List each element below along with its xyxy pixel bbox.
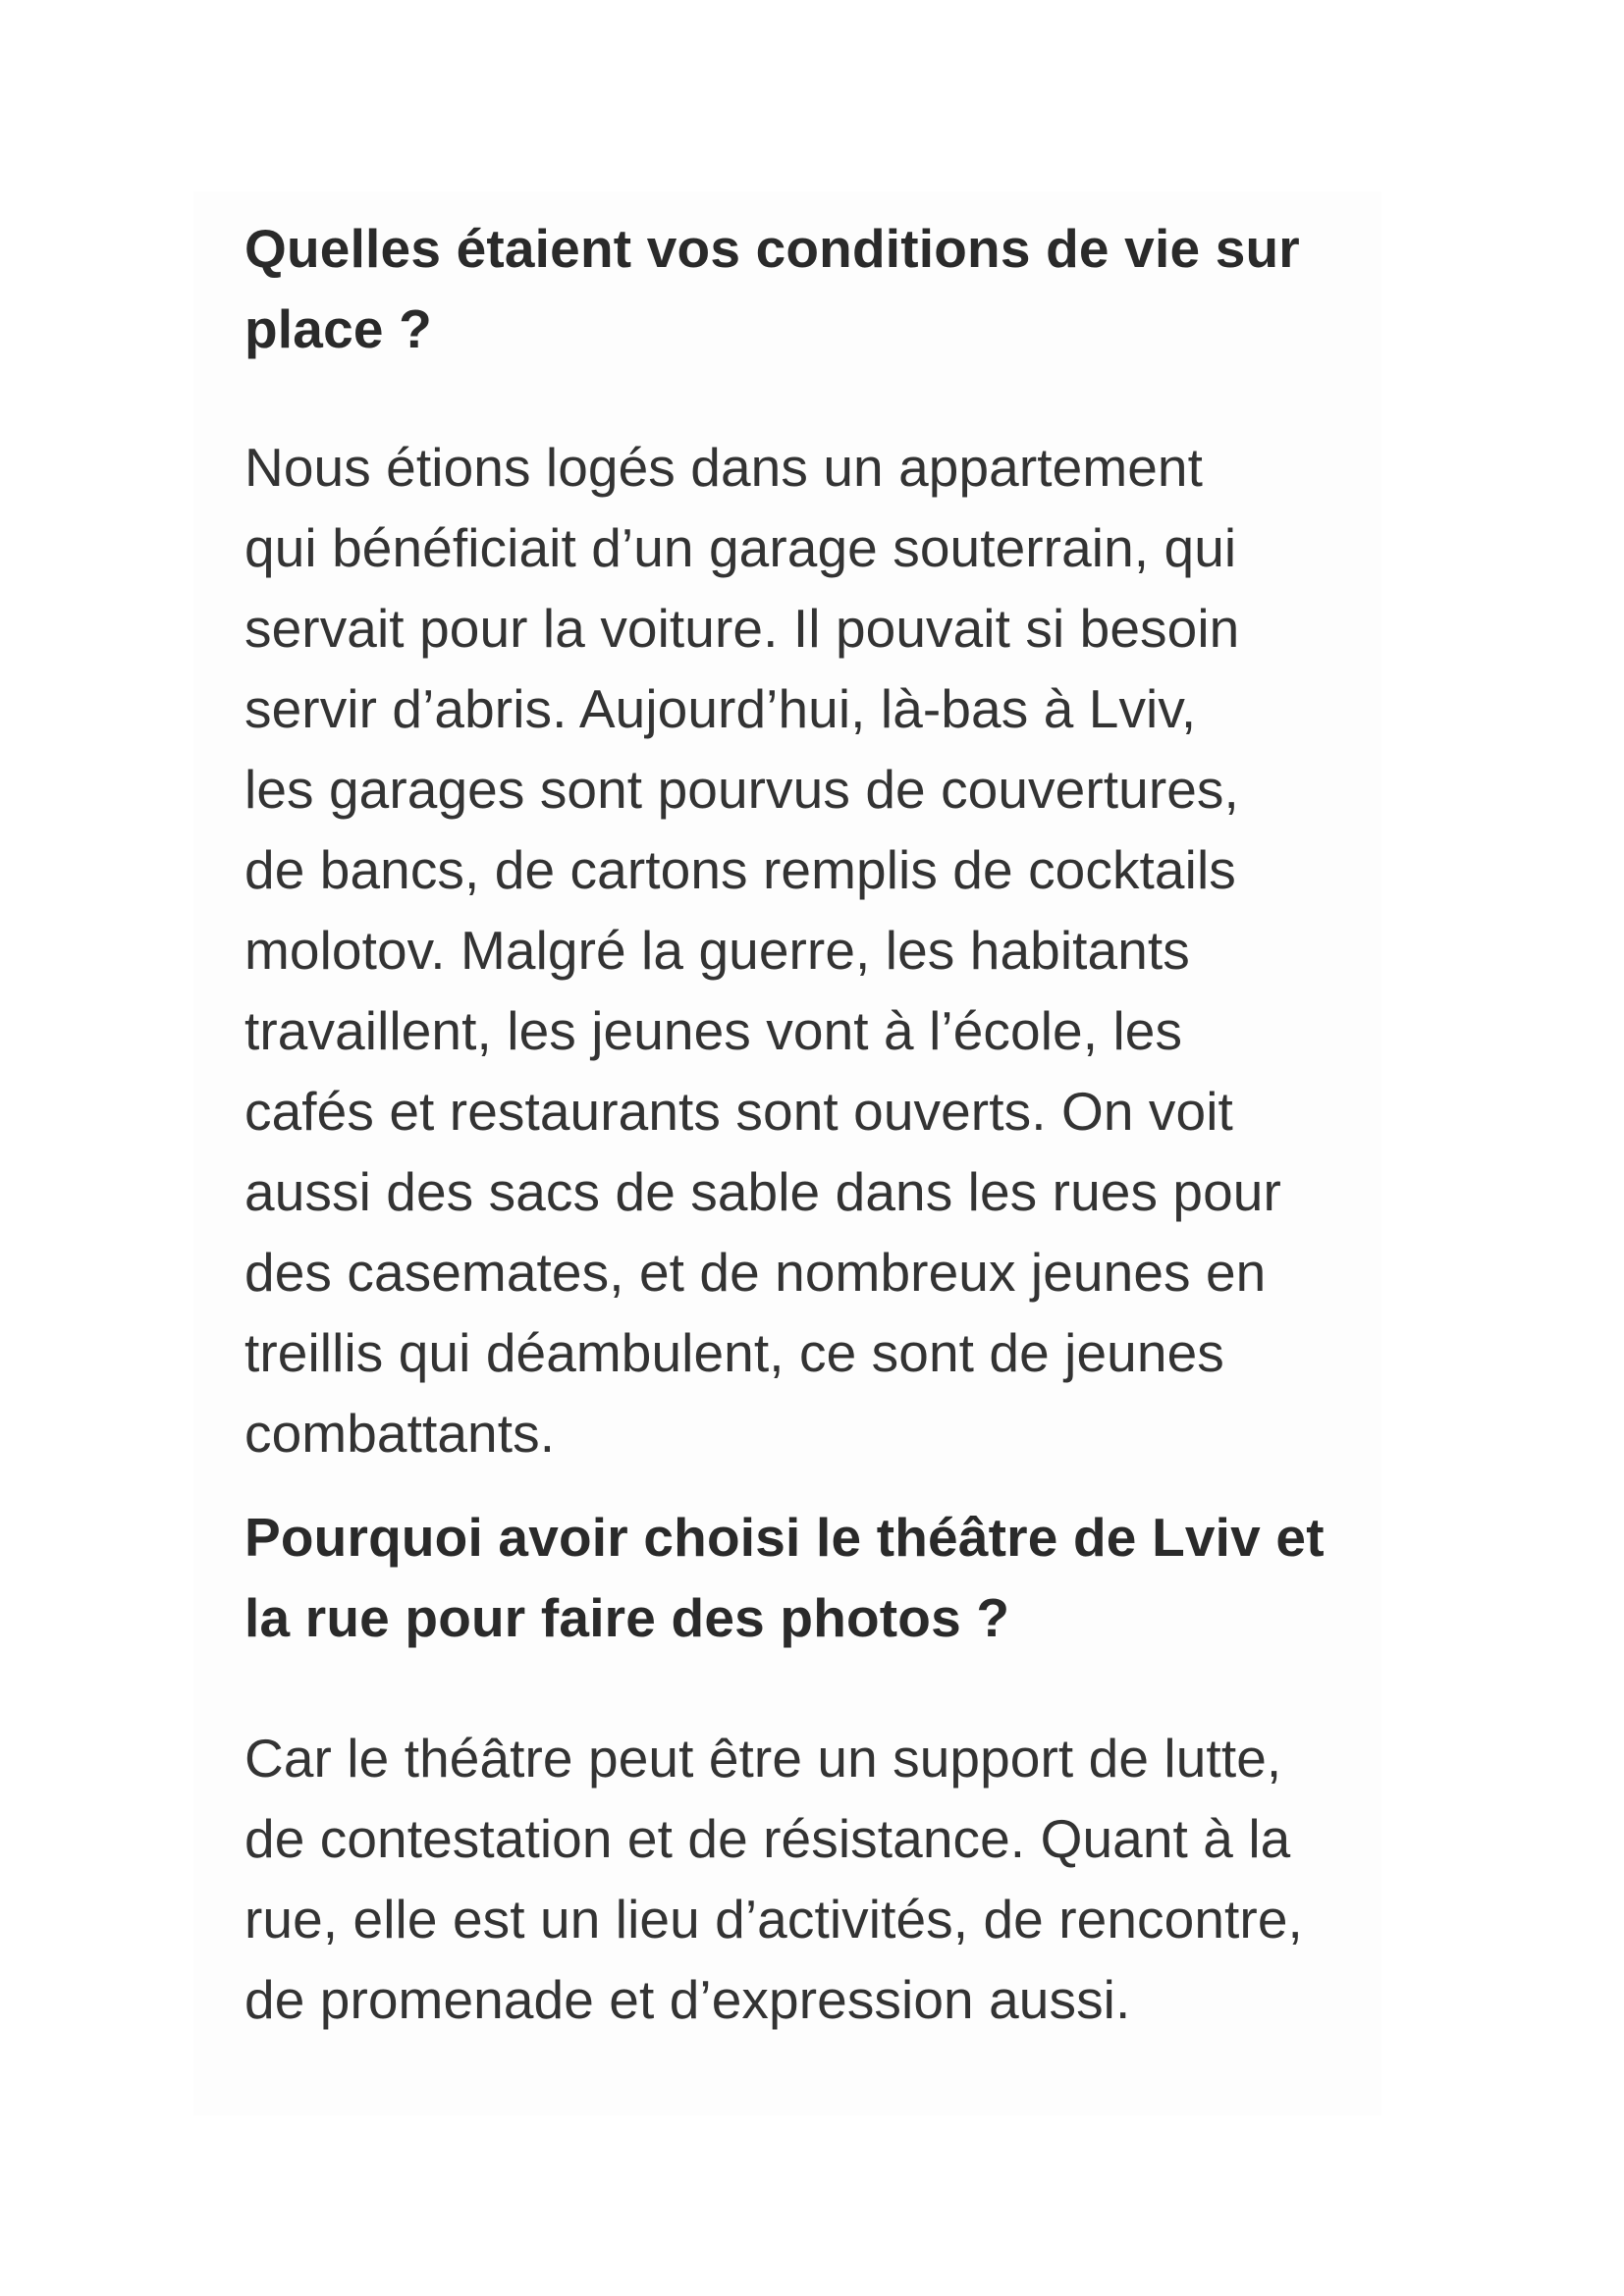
answer-line: servait pour la voiture. Il pouvait si besoin (244, 598, 1240, 659)
answer-line: des casemates, et de nombreux jeunes en (244, 1242, 1267, 1303)
question-heading (244, 1497, 1364, 1658)
answer-line: molotov. Malgré la guerre, les habitants (244, 920, 1190, 981)
answer-paragraph (244, 427, 1364, 1473)
question-line: Pourquoi avoir choisi le théâtre de Lviv et (244, 1507, 1325, 1568)
article-panel (193, 191, 1381, 2115)
answer-line: de contestation et de résistance. Quant à la (244, 1808, 1291, 1869)
answer-line: combattants. (244, 1403, 556, 1464)
answer-line: travaillent, les jeunes vont à l’école, les (244, 1000, 1183, 1061)
answer-paragraph (244, 1718, 1364, 2040)
answer-line: les garages sont pourvus de couvertures, (244, 759, 1239, 820)
question-line: place ? (244, 298, 432, 359)
answer-line: aussi des sacs de sable dans les rues pour (244, 1161, 1281, 1222)
answer-line: Nous étions logés dans un appartement (244, 437, 1204, 498)
answer-line: qui bénéficiait d’un garage souterrain, qui (244, 517, 1237, 578)
answer-line: de bancs, de cartons remplis de cocktails (244, 839, 1236, 900)
question-heading (244, 208, 1364, 369)
question-line: la rue pour faire des photos ? (244, 1587, 1010, 1648)
answer-line: treillis qui déambulent, ce sont de jeunes (244, 1322, 1224, 1383)
answer-line: servir d’abris. Aujourd’hui, là-bas à Lviv, (244, 678, 1197, 739)
answer-line: Car le théâtre peut être un support de lutte, (244, 1728, 1282, 1789)
answer-line: cafés et restaurants sont ouverts. On voit (244, 1081, 1233, 1142)
answer-line: de promenade et d’expression aussi. (244, 1969, 1131, 2030)
answer-line: rue, elle est un lieu d’activités, de rencontre, (244, 1889, 1303, 1949)
question-line: Quelles étaient vos conditions de vie sur (244, 218, 1300, 279)
